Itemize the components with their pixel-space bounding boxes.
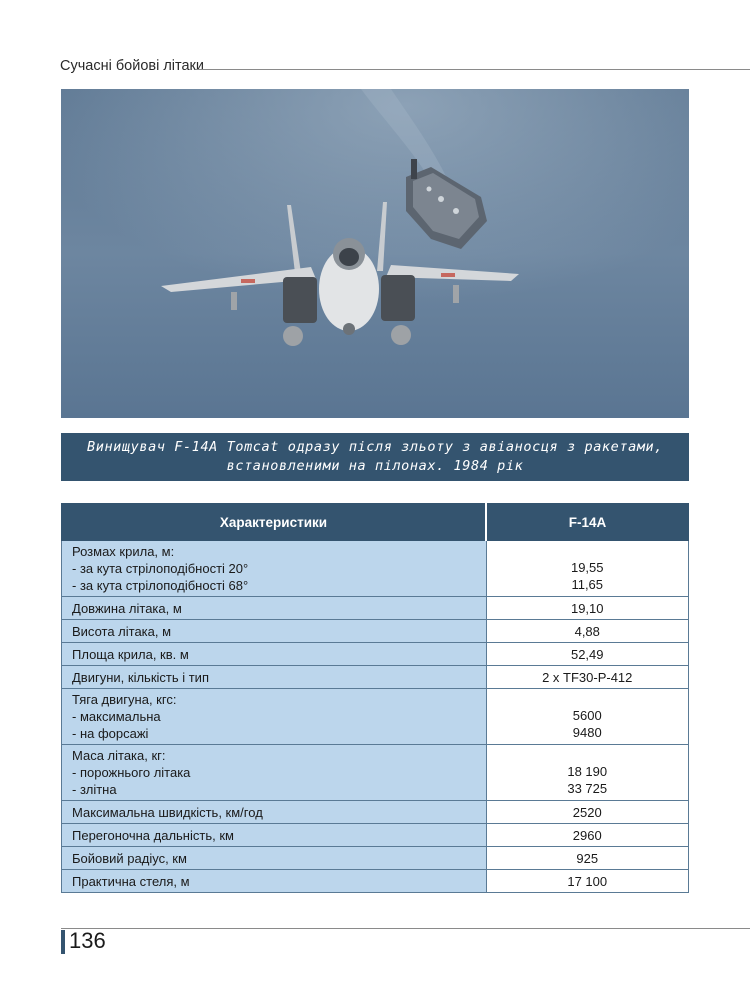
spec-label-line: Двигуни, кількість і тип [72,669,209,685]
specs-header-model: F-14A [486,504,689,541]
spec-value-cell [486,689,689,745]
spec-value-line: 925 [576,850,599,866]
table-row [62,541,689,597]
table-row [62,643,689,666]
spec-value-line: 2520 [572,804,602,820]
spec-value-cell [486,745,689,801]
caption-line-2: встановленими на пілонах. 1984 рік [226,458,524,474]
footer-rule [61,928,750,929]
spec-label-line: Бойовий радіус, км [72,850,187,866]
spec-value-line: 19,10 [570,600,604,616]
spec-label-line: Практична стеля, м [72,873,190,889]
spec-label-cell [62,597,487,620]
page-footer [61,928,750,956]
aircraft-photo [61,89,689,418]
table-row [62,689,689,745]
table-row [62,666,689,689]
spec-value-cell [486,597,689,620]
spec-value-line: 17 100 [567,873,608,889]
spec-value-cell [486,824,689,847]
spec-value-cell [486,620,689,643]
spec-value-line: 11,65 [571,577,604,592]
photo-caption [61,433,689,481]
table-row [62,801,689,824]
spec-label-line: - максимальна [72,709,161,724]
spec-value-line: 2 х TF30-P-412 [542,669,633,685]
spec-value-cell [486,643,689,666]
spec-label-line: - порожнього літака [72,765,191,780]
spec-value-cell [486,847,689,870]
specs-table-header-row [62,504,689,541]
spec-value-line: 33 725 [567,781,608,796]
spec-label-line: - на форсажі [72,726,149,741]
spec-label-line: Тяга двигуна, кгс: [72,692,177,707]
caption-line-1: Винищувач F-14A Tomcat одразу після зльоту з авіаносця з ракетами, [86,439,664,455]
spec-value-cell [486,541,689,597]
spec-label-cell [62,824,487,847]
spec-value-line: 18 190 [567,764,608,779]
page-number: 136 [69,928,106,953]
running-header [60,54,750,78]
page-number-bar [61,930,65,954]
running-header-title: Сучасні бойові літаки [60,58,205,74]
spec-value-cell [486,666,689,689]
spec-label-line: Перегоночна дальність, км [72,827,234,843]
table-row [62,620,689,643]
spec-label-cell [62,870,487,893]
spec-label-line: - за кута стрілоподібності 68° [72,578,249,593]
specs-header-characteristics: Характеристики [62,504,487,541]
table-row [62,824,689,847]
spec-label-cell [62,620,487,643]
spec-label-line: - злітна [72,782,117,797]
spec-value-line: 2960 [572,827,602,843]
spec-label-cell [62,847,487,870]
spec-label-cell [62,541,487,597]
spec-label-line: Розмах крила, м: [72,544,175,559]
spec-label-line: - за кута стрілоподібності 20° [72,561,249,576]
spec-value-cell [486,801,689,824]
spec-value-line: 4,88 [574,623,600,639]
spec-label-line: Висота літака, м [72,623,172,639]
spec-value-line: 19,55 [570,560,604,575]
spec-label-cell [62,801,487,824]
table-row [62,870,689,893]
spec-value-line: 9480 [572,725,602,740]
table-row [62,745,689,801]
specs-table-body [62,541,689,893]
spec-value-line: 5600 [572,708,602,723]
spec-label-cell [62,666,487,689]
specs-table [61,503,689,893]
spec-value-line: 52,49 [570,646,604,662]
table-row [62,847,689,870]
spec-label-line: Площа крила, кв. м [72,646,189,662]
header-rule [196,69,750,70]
spec-value-cell [486,870,689,893]
spec-label-line: Маса літака, кг: [72,748,166,763]
spec-label-cell [62,745,487,801]
spec-label-cell [62,689,487,745]
spec-label-line: Довжина літака, м [72,600,182,616]
spec-label-cell [62,643,487,666]
spec-label-line: Максимальна швидкість, км/год [72,804,263,820]
table-row [62,597,689,620]
